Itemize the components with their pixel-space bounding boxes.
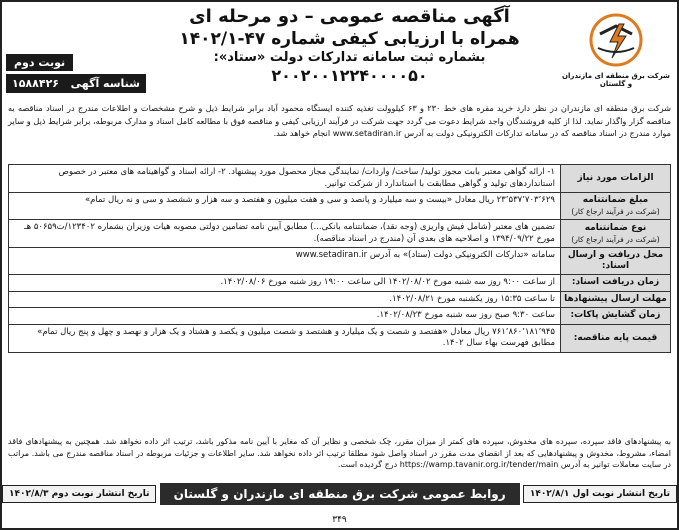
- row-label: نوع ضمانتنامه (شرکت در فرآیند ارجاع کار): [560, 220, 670, 247]
- ad-header: [2, 2, 677, 100]
- logo-caption: شرکت برق منطقه ای مازندران و گلستان: [562, 72, 670, 88]
- registration-label: بشماره ثبت سامانه تدارکات دولت «ستاد»:: [213, 50, 486, 65]
- table-row: [9, 165, 670, 193]
- page-number: ۳۴۹: [332, 515, 347, 525]
- table-row: [9, 220, 670, 248]
- row-value: از ساعت ۹:۰۰ روز سه شنبه مورخ ۱۴۰۲/۰۸/۰۲ الی ساعت ۱۹:۰۰ روز شنبه مورخ ۱۴۰۲/۰۸/۰۶.: [220, 277, 555, 287]
- row-label: الزامات مورد نیاز: [560, 165, 670, 192]
- row-label: زمان گشایش پاکات:: [560, 308, 670, 324]
- row-value: سامانه «تدارکات الکترونیکی دولت (ستاد)» به آدرس www.setadiran.ir: [295, 250, 555, 260]
- row-label: قیمت پایه مناقصه:: [560, 325, 670, 352]
- table-row: [9, 308, 670, 325]
- ad-subtitle: همراه با ارزیابی کیفی شماره ۴۷-۱۴۰۲/۱: [179, 29, 520, 49]
- ad-title: آگهی مناقصه عمومی – دو مرحله ای: [189, 6, 510, 27]
- ad-id-badge: [6, 74, 146, 93]
- row-label: مهلت ارسال پیشنهادها: [560, 292, 670, 308]
- intro-paragraph: شرکت برق منطقه ای مازندران در نظر دارد خرید مقره های خط ۲۳۰ و ۶۳ کیلوولت تغذیه کننده ایستگاه محمود آباد برابر شرایط ذیل و شرح مشخصات و اطلاعات مندرج در اسناد مناقصه به مناقصه گزار واگذار نماید. لذا از کلیه فروشندگان واجد شرایط دعوت می گردد جهت شرکت در فرآیند ارزیابی کیفی و مناقصه فوق با مطالعه کامل اسناد و مدارک مربوطه، برابر شرایط ذیل و سایر موارد مندرج در اسناد مناقصه که در سامانه تدارکات الکترونیکی دولت به آدرس www.setadiran.ir انجام خواهد شد.: [8, 103, 671, 138]
- power-company-logo-icon: [586, 12, 646, 70]
- row-value: ساعت ۹:۳۰ صبح روز سه شنبه مورخ ۱۴۰۲/۰۸/۲۳.: [376, 310, 555, 320]
- second-publish-date: تاریخ انتشار نوبت دوم ۱۴۰۲/۸/۳: [2, 485, 156, 503]
- row-label: زمان دریافت اسناد:: [560, 275, 670, 291]
- bottom-bar: [2, 480, 677, 508]
- row-label: مبلغ ضمانتنامه (شرکت در فرآیند ارجاع کار): [560, 193, 670, 219]
- row-label: محل دریافت و ارسال اسناد:: [560, 248, 670, 274]
- row-value: ۷۶۱٬۸۶۰٬۱۸۱٬۹۴۵ ریال معادل «هفتصد و شصت و یک میلیارد و هشتصد و شصت میلیون و یکصد و هشتاد و یک هزار و نهصد و چهل و پنج ریال تمام» مطابق فهرست بهاء سال ۱۴۰۲.: [37, 326, 555, 348]
- registration-number: ۲۰۰۲۰۰۱۲۲۴۰۰۰۰۵۰: [271, 66, 428, 85]
- row-value: تا ساعت ۱۵:۳۵ روز یکشنبه مورخ ۱۴۰۲/۰۸/۲۱.: [389, 293, 555, 304]
- table-row: [9, 292, 670, 309]
- first-publish-date: تاریخ انتشار نوبت اول ۱۴۰۲/۸/۱: [523, 485, 677, 503]
- row-value: ۱- ارائه گواهی معتبر بابت مجوز تولید/ ساخت/ واردات/ نمایندگی مجاز محصول مورد پیشنهاد. ۲- ارائه اسناد و گواهینامه های معتبر در خصوص استانداردهای تولید و گواهی مطابقت با استاندارد از شرکت توانیر.: [58, 167, 555, 189]
- table-row: [9, 275, 670, 292]
- ad-id-value: ۱۵۸۸۴۲۶: [12, 77, 59, 90]
- tender-details-table: [8, 164, 671, 353]
- ad-title-block: [152, 6, 547, 86]
- round-badge: نوبت دوم: [6, 54, 73, 71]
- row-value: ۲۳٬۵۳۷٬۷۰۳٬۶۲۹ ریال معادل «بیست و سه میلیارد و پانصد و سی و هفت میلیون و هفتصد و سه هزار و ششصد و سی و نه ریال تمام»: [84, 195, 555, 205]
- table-row: [9, 193, 670, 220]
- table-row: [9, 248, 670, 275]
- table-row: [9, 325, 670, 352]
- ad-id-label: شناسه آگهی: [70, 77, 140, 90]
- row-value: تضمین های معتبر (شامل فیش واریزی (وجه نقد)، ضمانتنامه بانکی...) مطابق آیین نامه تضامین دولتی مصوبه هیات وزیران بشماره ۱۲۳۴۰۲/ت۵۰۶۵۹ هـ مورخ ۱۳۹۴/۰۹/۲۲ و اصلاحیه های بعدی آن (مندرج در اسناد مناقصه).: [24, 222, 555, 244]
- company-logo: [561, 12, 671, 88]
- public-relations-banner: روابط عمومی شرکت برق منطقه ای مازندران و گلستان: [160, 483, 520, 505]
- footer-notes: به پیشنهادهای فاقد سپرده، سپرده های مخدوش، سپرده های کمتر از میزان مقرر، چک شخصی و نظایر آن که مغایر با آیین نامه مذکور باشد، ترتیب اثر داده نخواهد شد. همچنین به پیشنهادهای فاقد امضاء، مشروط، مخدوش و پیشنهادهایی که بعد از انقضای مدت مقرر در اسناد واصل شود مطلقا ترتیب اثر داده نخواهد شد. سایر اطلاعات و جزئیات مربوطه در اسناد مناقصه مندرج می باشد. مراتب در سایت معاملات توانیر به آدرس https://wamp.tavanir.org.ir/tender/main درج گردیده است.: [8, 437, 671, 469]
